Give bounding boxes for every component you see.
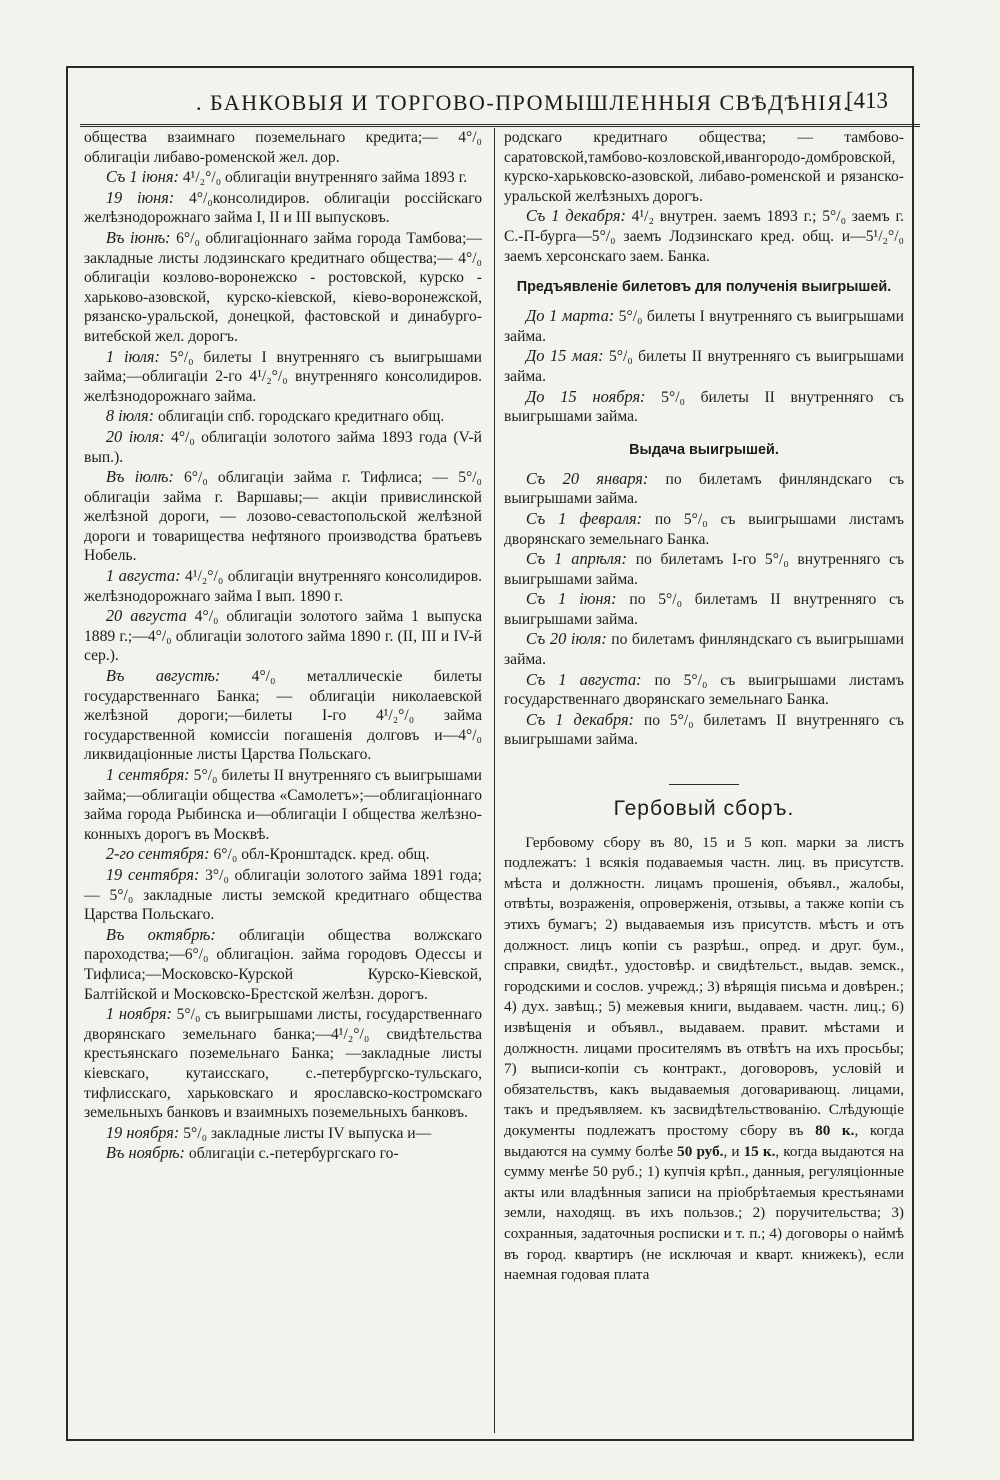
entry-date: Въ ноябрѣ: bbox=[105, 1143, 186, 1163]
entry-text: 4°/₀консолидиров. облигаціи россійскаго желѣзнодорожнаго займа I, II и III выпусковъ. bbox=[84, 189, 482, 227]
entry-text: по 5°/₀ съ выигрышами листамъ дворянскаго земельнаго Банка. bbox=[504, 510, 904, 548]
continued-paragraph: родскаго кредитнаго общества; — тамбово-саратовской,тамбово-козловской,ивангородо-домбровской, курско-харьковско-азовской, либаво-роменской и рязанско-уральской желѣзныхъ дорогъ. bbox=[504, 129, 904, 205]
entry-text: облигаціи общества волжскаго пароходства;—6°/₀ облигаціон. займа городовъ Одессы и Тифлиса;—Московско-Курской Курско-Кіевской, Балтійской и Московско-Брестской желѣзн. дорогъ. bbox=[84, 926, 482, 1003]
entry-paragraph bbox=[504, 589, 904, 629]
left-column bbox=[84, 128, 482, 1164]
entry-date: До 15 мая: bbox=[525, 346, 604, 366]
entry-text: по 5°/₀ съ выигрышами листамъ государственнаго дворянскаго земельнаго Банка. bbox=[504, 671, 904, 709]
entry-text: 4°/₀ металлическіе билеты государственнаго Банка; — облигаціи николаевской желѣзной дороги;—билеты I-го 4¹/₂°/₀ займа государственной комиссіи погашенія долговъ и—4°/₀ ликвидаціонные листы Царства Польскаго. bbox=[84, 668, 482, 764]
entry-date: Съ 1 декабря: bbox=[525, 709, 635, 729]
right-entry-list bbox=[504, 206, 904, 266]
entry-paragraph bbox=[504, 387, 904, 427]
entry-text: по 5°/₀ билетамъ II внутренняго съ выигрышами займа. bbox=[504, 591, 904, 628]
stamp-text-part: , и bbox=[723, 1142, 744, 1160]
entry-date: Въ августѣ: bbox=[105, 666, 221, 686]
running-title: . БАНКОВЫЯ И ТОРГОВО-ПРОМЫШЛЕННЫЯ СВѢДѢНІЯ. bbox=[196, 90, 851, 115]
entry-text: 4¹/₂°/₀ облигаціи внутренняго консолидиров. желѣзнодорожнаго займа I вып. 1890 г. bbox=[84, 568, 482, 605]
entry-paragraph bbox=[84, 228, 482, 347]
entry-date: Съ 1 апрѣля: bbox=[525, 549, 627, 569]
entry-date: Съ 1 февраля: bbox=[525, 508, 643, 528]
entry-text: по 5°/₀ билетамъ II внутренняго съ выигрышами займа. bbox=[504, 711, 904, 749]
entry-date: Съ 20 января: bbox=[525, 468, 649, 488]
entry-paragraph bbox=[504, 710, 904, 750]
column-divider bbox=[494, 128, 495, 1433]
entry-date: До 15 ноября: bbox=[525, 386, 646, 406]
page-header bbox=[66, 80, 914, 124]
entry-date: 19 іюня: bbox=[105, 187, 175, 207]
entry-text: 4°/₀ облигаціи золотого займа 1 выпуска 1889 г.;—4°/₀ облигаціи золотого займа 1890 г. (II, III и IV-й сер.). bbox=[84, 608, 482, 665]
entry-paragraph bbox=[84, 427, 482, 467]
entry-text: 5°/₀ билеты II внутренняго съ выигрышами займа;—облигаціи общества «Самолетъ»;—облигаціоннаго займа города Рыбинска и—облигаціи I общества желѣзно-конныхъ дорогъ въ Москвѣ. bbox=[84, 767, 483, 843]
entry-paragraph bbox=[84, 1004, 482, 1123]
entry-text: по билетамъ I-го 5°/₀ внутренняго съ выигрышами займа. bbox=[504, 551, 905, 588]
stamp-text-part: Гербовому сбору въ 80, 15 и 5 коп. марки за листъ подлежатъ: 1 всякія подаваемыя частн. лиц. въ присутств. мѣста и должностн. лицамъ прошенія, объявл., жалобы, отвѣты, возраженія, опроверженія, отзывы, а также копіи съ этихъ бумагъ; 2) выдаваемыя изъ присутств. мѣстъ и отъ должност. лицъ копіи съ разрѣш., опред. и друг. бум., справки, свидѣт., удостовѣр. и свидѣтельст., выдав. земск., городскими и сослов. учрежд.; 3) вѣрящія письма и довѣрен.; 4) дух. завѣщ.; 5) межевыя книги, выдаваем. частн. лиц.; 6) извѣщенія и объявл., выдаваем. правит. мѣстами и должностн. лицами просителямъ въ отвѣтъ на ихъ просьбы; 7) выписи-копіи съ контракт., договоровъ, условій и обязательствъ, какъ выдаваемыя договаривающ. лицами, такъ и предъявляем. къ засвидѣтельствованію. Слѣдующіе документы подлежатъ простому сбору въ bbox=[504, 833, 904, 1139]
entry-paragraph bbox=[84, 844, 482, 865]
entry-text: 6°/₀ облигаціоннаго займа города Тамбова;—закладные листы лодзинскаго кредитнаго общества;— 4°/₀ облигаціи козлово-воронежско - ростовской, курско - харьково-азовской, курско-кіевской, кіево-воронежской, рязанско-уральской, донецкой, фастовской и динабурго-витебской жел. дорогъ. bbox=[84, 229, 482, 345]
entry-paragraph bbox=[84, 1123, 482, 1144]
continued-paragraph: общества взаимнаго поземельнаго кредита;— 4°/₀ облигаціи либаво-роменской жел. дор. bbox=[84, 129, 482, 166]
entry-text: 6°/₀ облигаціи займа г. Тифлиса; — 5°/₀ облигаціи займа г. Варшавы;— акціи привислинской желѣзной дороги, — лозово-севастопольской желѣзной дороги и товарищества нефтяного производства братьевъ Нобель. bbox=[84, 469, 482, 565]
entry-text: 3°/₀ облигаціи золотого займа 1891 года; — 5°/₀ закладные листы земской кредитнаго общества Царства Польскаго. bbox=[84, 866, 482, 924]
entry-date: 19 ноября: bbox=[105, 1122, 180, 1142]
entry-date: 20 іюля: bbox=[105, 426, 165, 446]
entry-text: 5°/₀ съ выигрышами листы, государственнаго дворянскаго земельнаго банка;—4¹/₂°/₀ свидѣтельства крестьянскаго поземельнаго Банка; —закладные листы кіевскаго, кутаисскаго, с.-петербургско-тульскаго, тифлисскаго, харьковскаго и ярославско-костромскаго земельныхъ банковъ и взаимныхъ поземельныхъ банковъ. bbox=[84, 1006, 482, 1122]
entry-paragraph bbox=[84, 765, 482, 844]
entry-paragraph bbox=[504, 629, 904, 669]
entry-date: 1 ноября: bbox=[105, 1004, 172, 1024]
entry-date: До 1 марта: bbox=[525, 306, 615, 326]
entry-date: Съ 1 декабря: bbox=[525, 206, 626, 226]
entry-text: 6°/₀ обл-Кронштадск. кред. общ. bbox=[209, 846, 430, 864]
entry-text: 4¹/₂ внутрен. заемъ 1893 г.; 5°/₀ заемъ г. С.-П-бурга—5°/₀ заемъ Лодзинскаго кред. общ. и—5¹/₂°/₀ заемъ херсонскаго заем. Банка. bbox=[504, 208, 904, 265]
entry-paragraph bbox=[504, 306, 904, 346]
entry-text: 4¹/₂°/₀ облигаціи внутренняго займа 1893 г. bbox=[178, 169, 468, 187]
stamp-bold: 50 руб. bbox=[677, 1142, 724, 1160]
entry-date: Съ 1 іюня: bbox=[105, 167, 179, 187]
entry-paragraph bbox=[84, 188, 482, 228]
entry-paragraph bbox=[84, 1143, 482, 1164]
entry-date: 1 іюля: bbox=[105, 346, 160, 366]
entry-text: 5°/₀ билеты II внутренняго съ выигрышами займа. bbox=[504, 348, 904, 385]
entry-date: 1 августа: bbox=[105, 566, 181, 586]
entry-date: 20 августа bbox=[105, 606, 187, 626]
entry-date: Въ іюнѣ: bbox=[105, 227, 171, 247]
entry-paragraph bbox=[84, 666, 482, 765]
entry-paragraph bbox=[84, 406, 482, 427]
entry-date: Въ іюлѣ: bbox=[105, 467, 174, 487]
right-column bbox=[504, 128, 904, 1286]
entry-text: 5°/₀ билеты I внутренняго съ выигрышами займа. bbox=[504, 308, 904, 345]
entry-date: 1 сентября: bbox=[105, 765, 190, 784]
entry-text: по билетамъ финляндскаго съ выигрышами займа. bbox=[504, 631, 904, 669]
header-rule bbox=[80, 124, 920, 127]
stamp-text-part: , когда выдаются на сумму менѣе 50 руб.; 1) купчія крѣп., данныя, регуляціонные акты или владѣнныя записи на пріобрѣтаемыя крестьянами земли, находящ. въ ихъ пользов.; 2) поручительства; 3) сохранныя, задаточныя росписки и т. п.; 4) договоры о наймѣ въ город. квартиръ (не исключая и кварт. книжекъ), если наемная годовая плата bbox=[504, 1142, 904, 1284]
entry-paragraph bbox=[84, 865, 482, 925]
entry-date: 8 іюля: bbox=[105, 406, 155, 426]
entry-date: 2-го сентября: bbox=[105, 844, 210, 864]
page-number: [413 bbox=[845, 88, 888, 113]
entry-text: 5°/₀ закладные листы IV выпуска и— bbox=[179, 1124, 432, 1142]
entry-paragraph bbox=[504, 206, 904, 266]
left-entry-list bbox=[84, 167, 482, 1164]
entry-paragraph bbox=[504, 469, 904, 509]
entry-text: облигаціи с.-петербургскаго го- bbox=[185, 1145, 399, 1163]
stamp-bold: 15 к. bbox=[743, 1142, 776, 1160]
entry-text: 5°/₀ билеты II внутренняго съ выигрышами займа. bbox=[504, 388, 904, 426]
section-heading-payout: Выдача выигрышей. bbox=[629, 441, 779, 458]
entry-text: 5°/₀ билеты I внутренняго съ выигрышами займа;—облигаціи 2-го 4¹/₂°/₀ внутренняго консолидиров. желѣзнодорожнаго займа. bbox=[84, 348, 482, 405]
entry-paragraph bbox=[84, 167, 482, 188]
stamp-text-part: , когда выдаются на сумму болѣе bbox=[504, 1121, 904, 1160]
payout-entry-list bbox=[504, 469, 904, 750]
entry-paragraph bbox=[84, 566, 482, 606]
stamp-bold: 80 к. bbox=[815, 1121, 855, 1139]
stamp-duty-paragraph bbox=[504, 833, 904, 1286]
entry-date: Съ 1 августа: bbox=[525, 669, 642, 689]
entry-paragraph bbox=[84, 467, 482, 566]
entry-date: Съ 20 іюля: bbox=[525, 629, 607, 649]
presentation-entry-list bbox=[504, 306, 904, 427]
entry-date: Съ 1 іюня: bbox=[525, 589, 617, 609]
entry-paragraph bbox=[504, 509, 904, 549]
entry-text: 4°/₀ облигаціи золотого займа 1893 года (V-й вып.). bbox=[84, 428, 482, 466]
entry-paragraph bbox=[84, 347, 482, 407]
entry-paragraph bbox=[84, 606, 482, 666]
section-heading-presentation: Предъявленіе билетовъ для полученія выигрышей. bbox=[516, 279, 892, 296]
entry-paragraph bbox=[504, 549, 904, 589]
entry-paragraph bbox=[504, 346, 904, 386]
entry-paragraph bbox=[504, 670, 904, 710]
entry-text: облигаціи спб. городскаго кредитнаго общ. bbox=[154, 408, 445, 426]
entry-paragraph bbox=[84, 925, 482, 1004]
entry-date: 19 сентября: bbox=[105, 864, 200, 884]
entry-date: Въ октябрѣ: bbox=[105, 924, 216, 944]
entry-text: по билетамъ финляндскаго съ выигрышами займа. bbox=[504, 470, 905, 508]
section-divider bbox=[669, 784, 739, 785]
stamp-duty-heading: Гербовый сборъ. bbox=[613, 797, 795, 821]
